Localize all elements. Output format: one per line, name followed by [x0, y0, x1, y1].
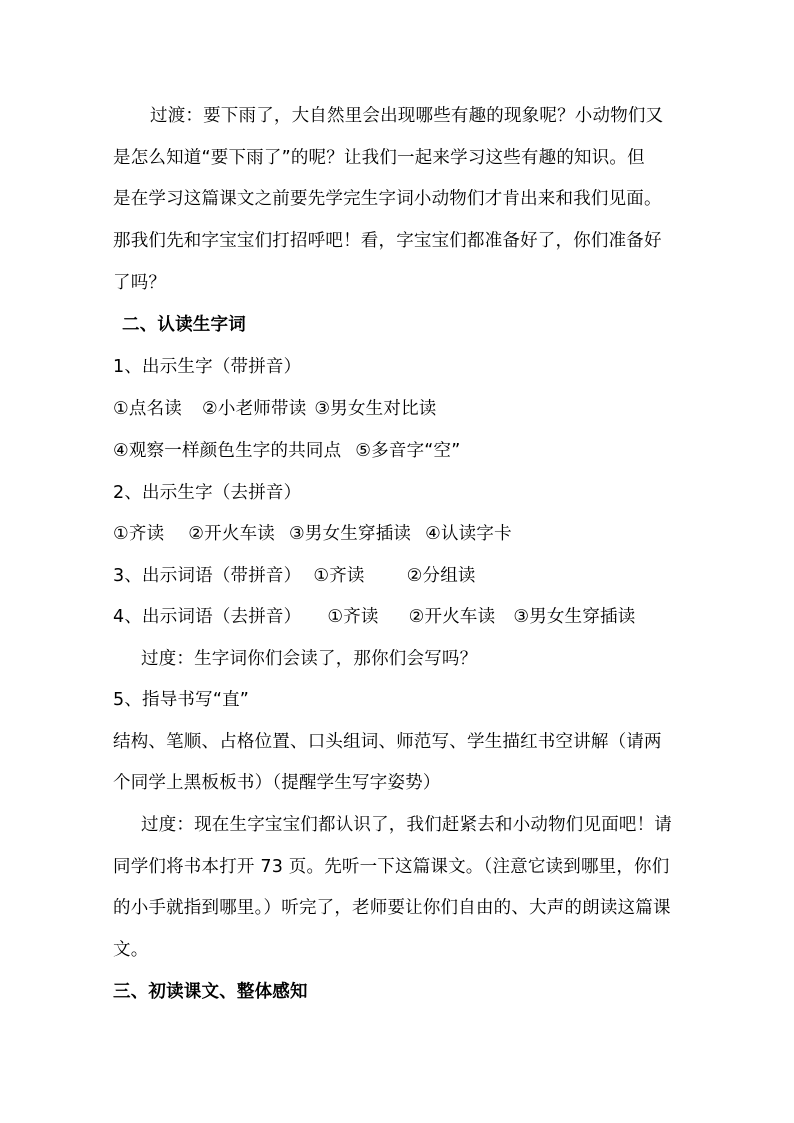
paragraph-transition-1-line-3: 是在学习这篇课文之前要先学完生字词小动物们才肯出来和我们见面。 — [113, 189, 662, 209]
item-2-step-d: ④认读字卡 — [425, 524, 512, 544]
item-2-steps — [113, 523, 512, 545]
item-1-steps-row-1 — [113, 398, 436, 420]
paragraph-transition-1-line-1: 过渡：要下雨了，大自然里会出现哪些有趣的现象呢？小动物们又 — [150, 106, 664, 126]
item-3-row — [113, 565, 476, 587]
item-4-step-c: ③男女生穿插读 — [513, 607, 636, 627]
item-2-step-b: ②开火车读 — [188, 524, 275, 544]
item-1-steps-row-2 — [113, 440, 461, 462]
paragraph-transition-1-line-5: 了吗？ — [113, 273, 167, 293]
item-3-step-a: ①齐读 — [313, 566, 365, 586]
paragraph-transition-3-line-3: 的小手就指到哪里。）听完了，老师要让你们自由的、大声的朗读这篇课 — [113, 898, 671, 918]
item-3-step-b: ②分组读 — [406, 566, 476, 586]
item-1-step-b: ②小老师带读 — [202, 399, 307, 419]
item-2-title: 2、出示生字（去拼音） — [113, 483, 302, 503]
item-3-title: 3、出示词语（带拼音） — [113, 566, 302, 586]
item-5-line-1: 结构、笔顺、占格位置、口头组词、师范写、学生描红书空讲解（请两 — [113, 732, 662, 752]
paragraph-transition-3-line-2: 同学们将书本打开 73 页。先听一下这篇课文。（注意它读到哪里，你们 — [113, 857, 670, 877]
item-4-step-b: ②开火车读 — [408, 607, 496, 627]
item-2-step-a: ①齐读 — [113, 524, 165, 544]
item-4-row — [113, 606, 635, 628]
item-1-step-d: ④观察一样颜色生字的共同点 — [113, 441, 342, 461]
item-4-title: 4、出示词语（去拼音） — [113, 607, 302, 627]
item-1-title: 1、出示生字（带拼音） — [113, 357, 302, 377]
paragraph-transition-1-line-2: 是怎么知道“要下雨了”的呢？让我们一起来学习这些有趣的知识。但 — [113, 148, 645, 168]
item-5-line-2: 个同学上黑板板书）（提醒学生写字姿势） — [113, 773, 441, 793]
item-5-title: 5、指导书写“直” — [113, 690, 250, 710]
item-1-step-c: ③男女生对比读 — [314, 399, 437, 419]
paragraph-transition-2: 过度：生字词你们会读了，那你们会写吗？ — [141, 649, 478, 669]
item-1-step-e: ⑤多音字“空” — [355, 441, 461, 461]
section-heading-3: 三、初读课文、整体感知 — [113, 982, 308, 1002]
paragraph-transition-1-line-4: 那我们先和字宝宝们打招呼吧！看，字宝宝们都准备好了，你们准备好 — [113, 231, 662, 251]
paragraph-transition-3-line-4: 文。 — [113, 940, 149, 960]
section-heading-2: 二、认读生字词 — [122, 315, 246, 335]
item-1-step-a: ①点名读 — [113, 399, 182, 419]
paragraph-transition-3-line-1: 过度：现在生字宝宝们都认识了，我们赶紧去和小动物们见面吧！请 — [141, 815, 672, 835]
item-2-step-c: ③男女生穿插读 — [289, 524, 412, 544]
item-4-step-a: ①齐读 — [327, 607, 379, 627]
